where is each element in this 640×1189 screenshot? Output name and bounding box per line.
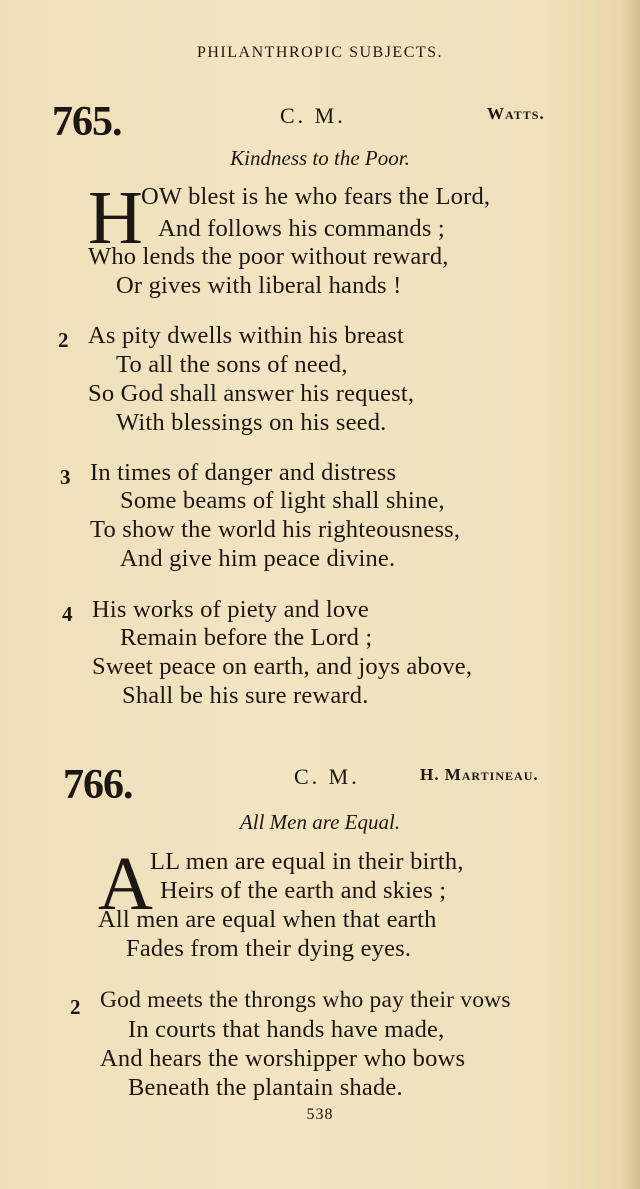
hymn-number: 766. [63,762,133,808]
verse-line: Remain before the Lord ; [120,624,373,651]
hymn-number: 765. [52,99,122,145]
running-head: PHILANTHROPIC SUBJECTS. [196,44,444,61]
verse-line: Shall be his sure reward. [122,682,369,709]
verse-line: LL men are equal in their birth, [150,848,464,875]
hymn-author: H. Martineau. [420,765,539,784]
drop-cap: H [88,176,143,260]
verse-line: OW blest is he who fears the Lord, [141,183,491,210]
hymn-author: Watts. [487,104,545,123]
verse-number: 3 [60,465,71,489]
verse-line: To show the world his righteousness, [90,516,461,543]
verse-number: 2 [58,328,69,352]
hymn-meter: C. M. [280,103,346,128]
verse-line: His works of piety and love [92,596,369,623]
verse-line: Fades from their dying eyes. [126,935,412,962]
verse-line: Sweet peace on earth, and joys above, [92,653,473,680]
verse-number: 2 [70,995,81,1019]
verse-line: And give him peace divine. [120,545,396,572]
drop-cap: A [98,842,153,926]
hymn-meter: C. M. [294,764,360,789]
verse-line: In times of danger and distress [90,459,397,486]
page-number: 538 [306,1106,334,1123]
verse-line: Beneath the plantain shade. [128,1074,403,1101]
verse-line: So God shall answer his request, [88,380,415,407]
verse-line: Some beams of light shall shine, [120,487,445,514]
verse-line: And hears the worshipper who bows [100,1045,466,1072]
verse-line: All men are equal when that earth [98,906,437,933]
verse-line: Who lends the poor without reward, [88,243,449,270]
verse-line: To all the sons of need, [116,351,348,378]
hymn-title: All Men are Equal. [239,810,401,834]
verse-line: And follows his commands ; [158,215,445,242]
verse-line: As pity dwells within his breast [88,322,405,349]
verse-number: 4 [62,602,73,626]
verse-line: Heirs of the earth and skies ; [160,877,447,904]
verse-line: God meets the throngs who pay their vows [100,987,511,1013]
page-edge-shadow [622,0,640,1189]
verse-line: Or gives with liberal hands ! [116,272,402,299]
verse-line: In courts that hands have made, [128,1016,445,1043]
hymn-title: Kindness to the Poor. [230,146,410,170]
verse-line: With blessings on his seed. [116,409,387,436]
